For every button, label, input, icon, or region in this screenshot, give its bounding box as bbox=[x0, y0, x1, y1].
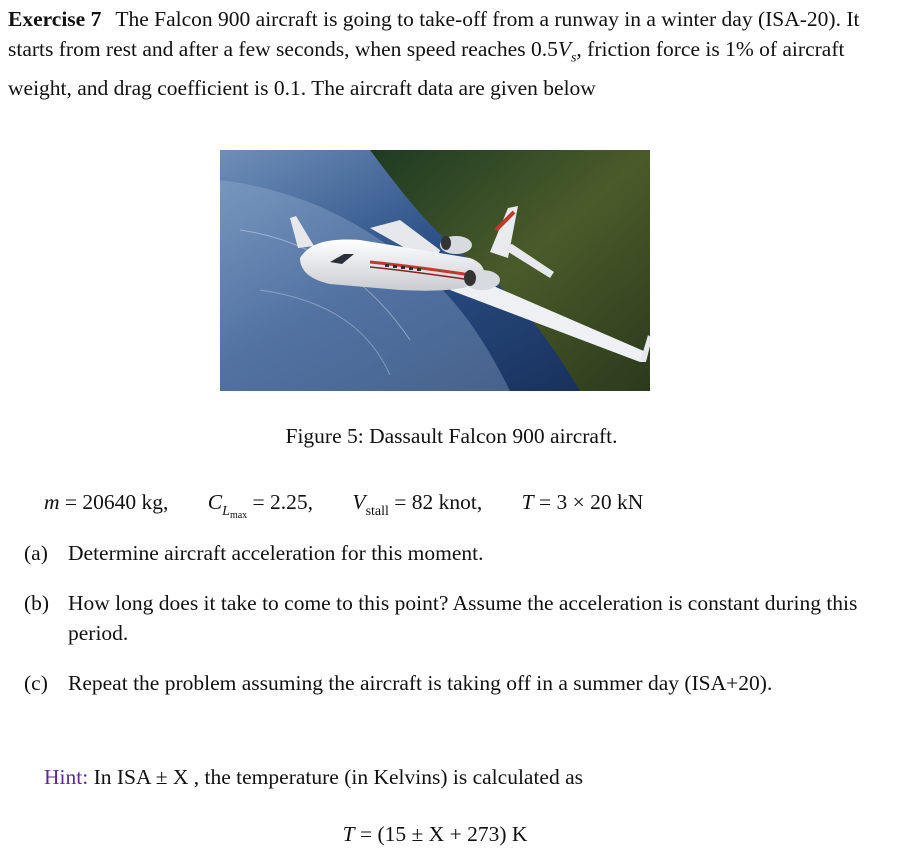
aircraft-data-line bbox=[44, 490, 903, 521]
question-label: (c) bbox=[24, 671, 48, 695]
question-b bbox=[24, 588, 874, 648]
vstall-symbol: V bbox=[352, 490, 366, 514]
figure-caption: Figure 5: Dassault Falcon 900 aircraft. bbox=[285, 424, 618, 448]
formula-t-symbol: T bbox=[342, 822, 355, 846]
question-text: How long does it take to come to this point? Assume the acceleration is constant during this period. bbox=[68, 591, 858, 645]
vstall-subscript: stall bbox=[365, 504, 389, 519]
cl-symbol: C bbox=[207, 490, 223, 514]
exercise-text-1: The Falcon 900 aircraft is going to take-off from a runway in a winter day (ISA-20). It starts from rest and after a few seconds, when speed reaches 0.5 bbox=[8, 7, 860, 61]
v-symbol: V bbox=[557, 37, 571, 61]
v-subscript: s bbox=[570, 50, 577, 66]
question-c bbox=[24, 668, 874, 698]
mass-symbol: m bbox=[44, 490, 60, 514]
question-a bbox=[24, 538, 874, 568]
clmax-value: = 2.25, bbox=[247, 490, 314, 514]
question-label: (b) bbox=[24, 591, 50, 615]
vstall-value: = 82 knot, bbox=[388, 490, 483, 514]
thrust-value: = 3 × 20 kN bbox=[533, 490, 644, 514]
mass-value: = 20640 kg, bbox=[59, 490, 169, 514]
exercise-label: Exercise 7 bbox=[8, 7, 102, 31]
hint-line bbox=[44, 765, 583, 790]
clmax-item bbox=[208, 490, 313, 521]
question-text: Determine aircraft acceleration for this moment. bbox=[68, 541, 484, 565]
thrust-symbol: T bbox=[521, 490, 534, 514]
exercise-text-2: , friction force is 1% of aircraft weight, and drag coefficient is 0.1. The aircraft data are given below bbox=[8, 37, 845, 101]
vstall-item bbox=[352, 490, 482, 520]
question-label: (a) bbox=[24, 541, 48, 565]
mass-item bbox=[44, 490, 168, 515]
cl-subsubscript: max bbox=[229, 510, 248, 521]
hint-label: Hint: bbox=[44, 765, 89, 789]
question-text: Repeat the problem assuming the aircraft is taking off in a summer day (ISA+20). bbox=[68, 671, 773, 695]
hint-text: In ISA ± X , the temperature (in Kelvins) is calculated as bbox=[88, 765, 584, 789]
temperature-formula bbox=[0, 822, 870, 847]
falcon-900-photo bbox=[220, 150, 650, 391]
cl-subscript: L bbox=[222, 504, 230, 519]
exercise-paragraph bbox=[8, 4, 888, 103]
thrust-item bbox=[522, 490, 644, 515]
formula-rest: = (15 ± X + 273) K bbox=[354, 822, 528, 846]
